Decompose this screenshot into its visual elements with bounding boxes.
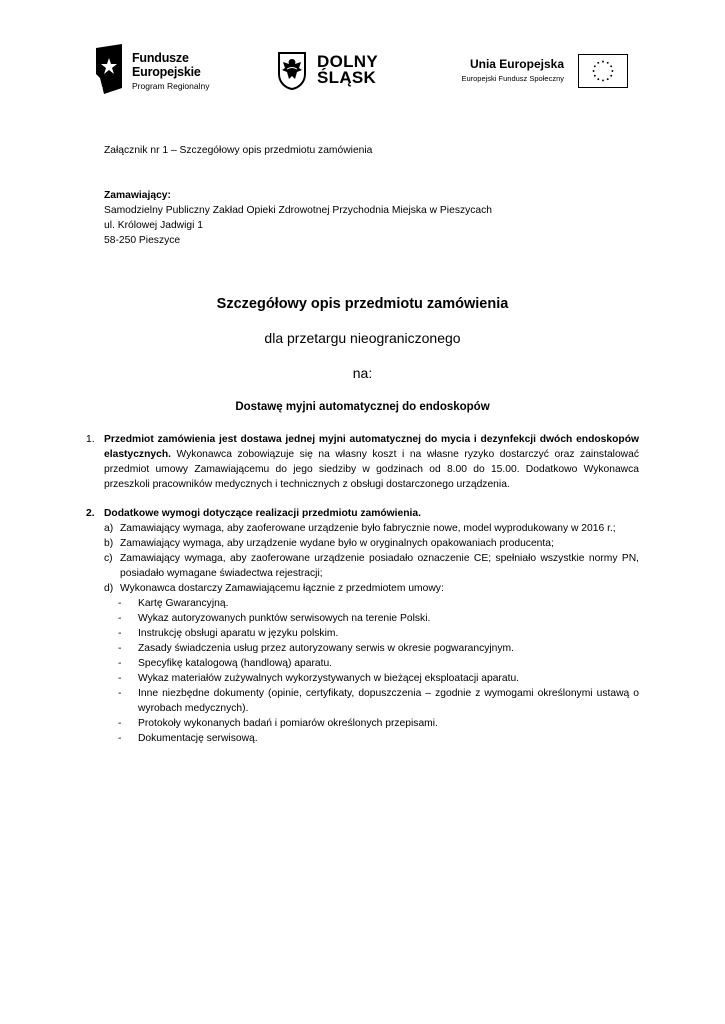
list-dash: -: [118, 628, 122, 639]
requirement-text: Zamawiający wymaga, aby urządzenie wydane było w oryginalnych opakowaniach producenta;: [120, 538, 554, 549]
doc-text: Instrukcję obsługi aparatu w języku polskim.: [138, 628, 339, 639]
document-subject: Dostawę myjni automatycznej do endoskopów: [235, 401, 490, 413]
fe-line3: Program Regionalny: [132, 81, 210, 91]
doc-text: Kartę Gwarancyjną.: [138, 598, 229, 609]
list-dash: -: [118, 643, 122, 654]
buyer-label: Zamawiający:: [104, 190, 171, 201]
eu-flag-icon: [578, 54, 628, 88]
requirement-letter: b): [104, 538, 114, 549]
section-2-title: Dodatkowe wymogi dotyczące realizacji przedmiotu zamówienia.: [104, 508, 421, 519]
fe-star-icon: [94, 44, 124, 94]
doc-list-item: [104, 731, 639, 746]
eagle-crest-icon: [277, 52, 307, 90]
doc-text: Dokumentację serwisową.: [138, 733, 258, 744]
document-subtitle: dla przetargu nieograniczonego: [264, 330, 461, 346]
fundusze-europejskie-logo: [94, 44, 234, 94]
fe-line2: Europejskie: [132, 64, 201, 79]
fe-line1: Fundusze: [132, 51, 189, 65]
doc-list-item: [104, 656, 639, 671]
requirement-letter: a): [104, 523, 114, 534]
unia-europejska-logo: [456, 54, 628, 90]
ds-line2: ŚLĄSK: [317, 68, 377, 87]
doc-text: Zasady świadczenia usług przez autoryzowany serwis w okresie pogwarancyjnym.: [138, 643, 514, 654]
requirement-item: [104, 521, 639, 536]
ue-line2: Europejski Fundusz Społeczny: [461, 74, 564, 83]
doc-text: Specyfikę katalogową (handlową) aparatu.: [138, 658, 333, 669]
section-1-bold: Przedmiot zamówienia jest dostawa jednej myjni automatycznej do mycia i dezynfekcji dwóch endoskopów elastycznych.: [104, 434, 639, 460]
section-1-text: Wykonawca zobowiązuje się na własny koszt i na własne ryzyko dostarczyć oraz zainstalować przedmiot umowy Zamawiającemu do jego siedziby w godzinach od 8.00 do 15.00. Dodatkowo Wykonawca przeszkoli pracowników medycznych i technicznych z obsługi dostarczonego urządzenia.: [104, 449, 639, 490]
ds-line1: DOLNY: [317, 52, 378, 71]
doc-list-item: [104, 626, 639, 641]
doc-list-item: [104, 611, 639, 626]
doc-text: Inne niezbędne dokumenty (opinie, certyfikaty, dopuszczenia – zgodnie z wymogami określonymi ustawą o wyrobach medycznych).: [138, 688, 639, 714]
section-1: [86, 432, 639, 492]
requirement-text: Wykonawca dostarczy Zamawiającemu łącznie z przedmiotem umowy:: [120, 583, 444, 594]
list-dash: -: [118, 733, 122, 744]
doc-text: Wykaz autoryzowanych punktów serwisowych na terenie Polski.: [138, 613, 431, 624]
buyer-city: 58-250 Pieszyce: [104, 235, 181, 246]
section-2-number: 2.: [86, 508, 95, 519]
list-dash: -: [118, 658, 122, 669]
document-title: Szczegółowy opis przedmiotu zamówienia: [216, 296, 509, 312]
buyer-street: ul. Królowej Jadwigi 1: [104, 220, 204, 231]
list-dash: -: [118, 613, 122, 624]
list-dash: -: [118, 718, 122, 729]
requirement-letter: c): [104, 553, 113, 564]
list-dash: -: [118, 598, 122, 609]
dolny-slask-logo: [277, 52, 397, 92]
doc-list-item: [104, 641, 639, 656]
doc-list-item: [104, 686, 639, 716]
buyer-name: Samodzielny Publiczny Zakład Opieki Zdrowotnej Przychodnia Miejska w Pieszycach: [104, 205, 493, 216]
requirement-item: [104, 536, 639, 551]
requirement-item: [104, 551, 639, 581]
requirement-text: Zamawiający wymaga, aby zaoferowane urządzenie było fabrycznie nowe, model wyprodukowany w 2016 r.;: [120, 523, 616, 534]
requirement-text: Zamawiający wymaga, aby zaoferowane urządzenie posiadało oznaczenie CE; spełniało wszystkie normy PN, posiadało wymagane świadectwa rejestracji;: [120, 553, 639, 579]
document-na: na:: [352, 365, 373, 381]
attachment-line: Załącznik nr 1 – Szczegółowy opis przedmiotu zamówienia: [104, 145, 373, 156]
section-2: [86, 506, 639, 746]
requirement-letter: d): [104, 583, 114, 594]
buyer-block: [104, 188, 492, 248]
doc-list-item: [104, 716, 639, 731]
section-1-number: 1.: [86, 434, 95, 445]
list-dash: -: [118, 688, 122, 699]
doc-list-item: [104, 596, 639, 611]
list-dash: -: [118, 673, 122, 684]
ue-line1: Unia Europejska: [469, 57, 564, 71]
doc-text: Wykaz materiałów zużywalnych wykorzystywanych w bieżącej eksploatacji aparatu.: [138, 673, 520, 684]
doc-text: Protokoły wykonanych badań i pomiarów określonych przepisami.: [138, 718, 438, 729]
requirement-item: [104, 581, 639, 596]
doc-list-item: [104, 671, 639, 686]
